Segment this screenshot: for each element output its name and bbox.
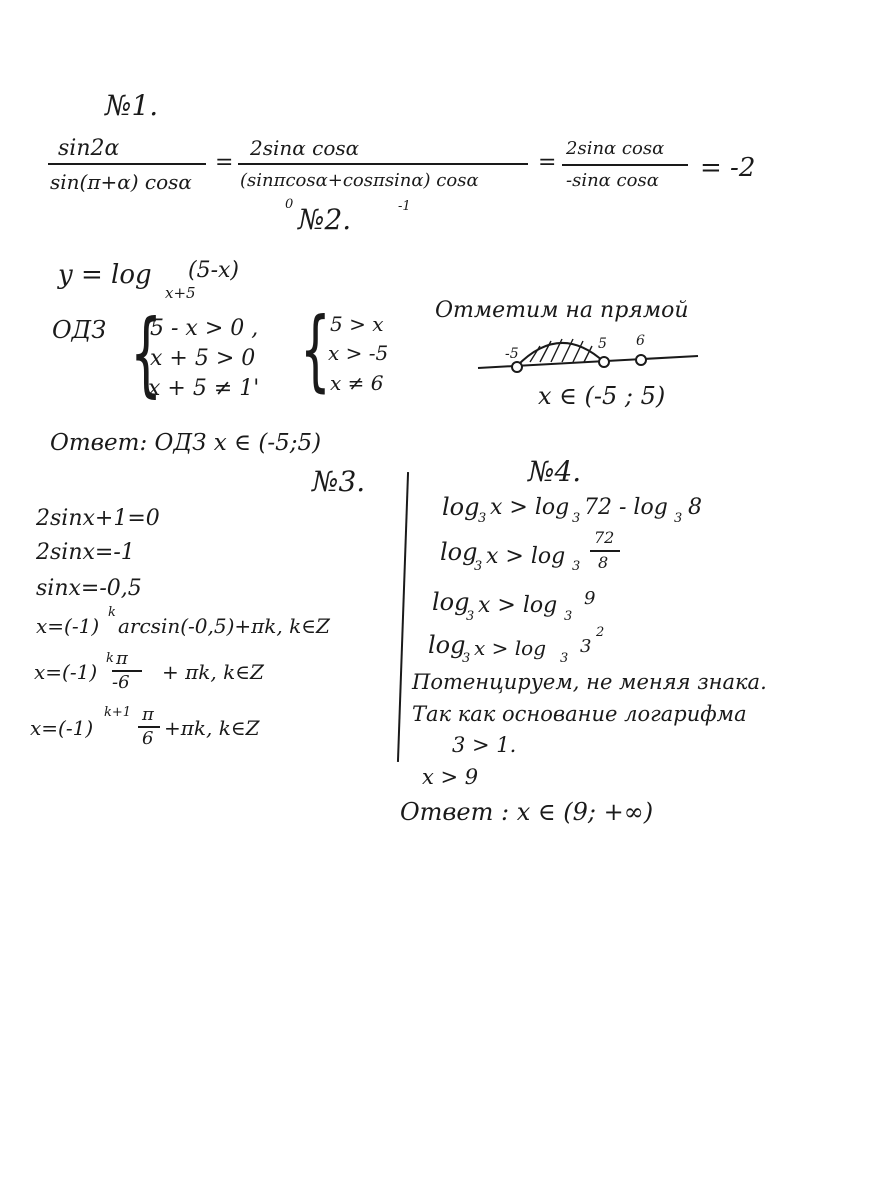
task4-line4-base1: 3 xyxy=(462,651,471,666)
task3-line5-rest: + πk, k∈Z xyxy=(162,660,264,684)
task3-line4-start: x=(-1) xyxy=(36,614,100,638)
task4-line5: x > 9 xyxy=(422,765,479,789)
task4-line4-value: 3 xyxy=(580,636,592,657)
task4-line2-numerator: 72 xyxy=(594,528,615,547)
task4-line1-mid1: x > log xyxy=(490,495,570,520)
system2-line2: x > -5 xyxy=(328,341,389,365)
task4-line3-base2: 3 xyxy=(564,609,573,624)
task3-number: №3. xyxy=(312,465,366,498)
task4-line1-mid2: 72 - log xyxy=(584,495,668,520)
axis-label-minus-five: -5 xyxy=(505,346,519,362)
task4-line3-mid1: x > log xyxy=(478,593,558,618)
task4-line1-log: log xyxy=(442,493,480,521)
task3-line2: 2sinx=-1 xyxy=(36,540,135,565)
equals-sign: = xyxy=(538,150,557,175)
task4-line3-log: log xyxy=(432,588,470,616)
fraction-bar xyxy=(590,550,620,552)
task1-fraction1-denominator: sin(π+α) cosα xyxy=(50,170,192,194)
task4-line2-denominator: 8 xyxy=(598,553,609,572)
task3-line6-start: x=(-1) xyxy=(30,716,94,740)
task4-line1-base1: 3 xyxy=(478,511,487,526)
task4-answer: Ответ : x ∈ (9; +∞) xyxy=(400,798,654,826)
system1-line2: x + 5 > 0 xyxy=(150,346,256,371)
task3-line5-start: x=(-1) xyxy=(34,660,98,684)
system-brace: { xyxy=(300,298,331,401)
task1-number: №1. xyxy=(105,89,159,122)
task2-function: y = log xyxy=(58,260,152,290)
number-line-note: Отметим на прямой xyxy=(435,298,689,323)
under-annotation-zero: 0 xyxy=(285,197,294,212)
task1-fraction3-denominator: -sinα cosα xyxy=(566,170,659,191)
task1-fraction3-numerator: 2sinα cosα xyxy=(566,138,665,159)
task4-line4-base2: 3 xyxy=(560,651,569,666)
task1-fraction2-denominator: (sinπcosα+cosπsinα) cosα xyxy=(240,170,479,191)
system-brace: { xyxy=(130,300,163,407)
task4-line2-log: log xyxy=(440,538,478,566)
task4-text2: Так как основание логарифма xyxy=(412,702,747,726)
task2-interval: x ∈ (-5 ; 5) xyxy=(538,382,666,410)
odz-label: ОДЗ xyxy=(52,316,107,344)
equals-sign: = xyxy=(215,150,234,175)
task3-line6-pi: π xyxy=(142,704,154,725)
task1-fraction1-numerator: sin2α xyxy=(58,136,120,161)
task2-answer: Ответ: ОДЗ x ∈ (-5;5) xyxy=(50,430,322,456)
task3-line1: 2sinx+1=0 xyxy=(36,506,160,531)
task4-line3-value: 9 xyxy=(584,588,596,609)
task2-log-base: x+5 xyxy=(165,284,196,302)
task4-line4-exponent: 2 xyxy=(596,625,605,640)
task4-line2-base1: 3 xyxy=(474,559,483,574)
task3-line4-rest: arcsin(-0,5)+πk, k∈Z xyxy=(118,614,330,638)
task4-text3: 3 > 1. xyxy=(452,733,517,757)
task4-line1-base3: 3 xyxy=(674,511,683,526)
system2-line1: 5 > x xyxy=(330,312,384,336)
task1-fraction2-numerator: 2sinα cosα xyxy=(250,136,360,160)
axis-label-six: 6 xyxy=(636,333,645,349)
task3-line5-pi: π xyxy=(116,648,128,669)
system2-line3: x ≠ 6 xyxy=(330,371,384,395)
system1-line1: 5 - x > 0 , xyxy=(150,316,259,341)
task2-number: №2. xyxy=(298,203,352,236)
task4-line2-mid1: x > log xyxy=(486,544,566,569)
task3-line5-denominator: -6 xyxy=(112,672,130,693)
task4-line4-mid1: x > log xyxy=(474,636,546,660)
task4-line1-mid3: 8 xyxy=(688,495,702,520)
task4-line2-base2: 3 xyxy=(572,559,581,574)
task3-line6-exponent: k+1 xyxy=(104,705,132,720)
under-annotation-minus-one: -1 xyxy=(398,199,411,214)
task4-line1-base2: 3 xyxy=(572,511,581,526)
task4-line4-log: log xyxy=(428,631,466,659)
task3-line3: sinx=-0,5 xyxy=(36,576,142,601)
task3-line5-exponent: k xyxy=(106,651,114,666)
task2-log-argument: (5-x) xyxy=(188,258,240,283)
task3-line4-exponent: k xyxy=(108,605,116,620)
task4-line3-base1: 3 xyxy=(466,609,475,624)
task1-result: = -2 xyxy=(700,153,756,183)
system1-line3: x + 5 ≠ 1' xyxy=(148,376,260,401)
axis-label-five: 5 xyxy=(598,336,607,352)
task3-line6-rest: +πk, k∈Z xyxy=(164,716,260,740)
task4-text1: Потенцируем, не меняя знака. xyxy=(412,670,767,694)
task3-line6-denominator: 6 xyxy=(142,728,154,749)
task4-number: №4. xyxy=(528,455,582,488)
